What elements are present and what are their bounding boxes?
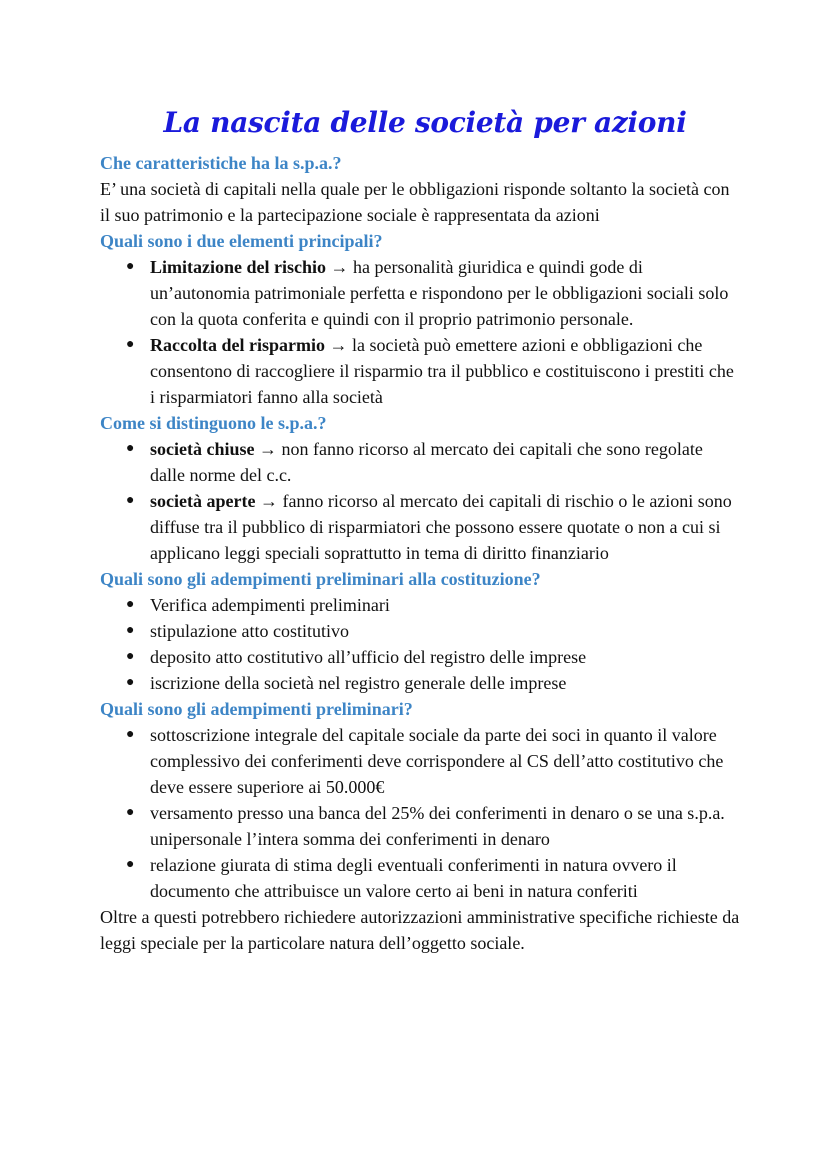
arrow-icon: → xyxy=(325,257,353,277)
document-page xyxy=(100,100,740,956)
section-main-elements xyxy=(100,228,740,410)
bullet-text: non fanno ricorso al mercato dei capitali che sono regolate dalle norme del c.c. xyxy=(150,439,703,485)
bullet-list xyxy=(100,722,740,904)
bullet-icon: ● xyxy=(126,337,135,352)
bullet-text: stipulazione atto costitutivo xyxy=(150,621,349,641)
section-heading: Quali sono gli adempimenti preliminari alla costituzione? xyxy=(100,569,541,589)
bullet-text: iscrizione della società nel registro generale delle imprese xyxy=(150,673,567,693)
section-distinctions xyxy=(100,410,740,566)
bullet-list xyxy=(100,592,740,696)
bullet-text: deposito atto costitutivo all’ufficio del registro delle imprese xyxy=(150,647,587,667)
bullet-icon: ● xyxy=(126,441,135,456)
arrow-icon: → xyxy=(254,439,282,459)
bullet-text: la società può emettere azioni e obbligazioni che consentono di raccogliere il risparmio tra il pubblico e costituiscono i prestiti che i risparmiatori fanno alla società xyxy=(150,335,734,407)
list-item xyxy=(126,592,740,618)
arrow-icon: → xyxy=(324,335,352,355)
bullet-list xyxy=(100,436,740,566)
bullet-text: sottoscrizione integrale del capitale sociale da parte dei soci in quanto il valore complessivo dei conferimenti deve corrispondere al CS dell’atto costitutivo che deve essere superiore ai 50.000€ xyxy=(150,725,724,797)
section-heading: Quali sono i due elementi principali? xyxy=(100,231,383,251)
bullet-text: ha personalità giuridica e quindi gode di un’autonomia patrimoniale perfetta e rispondono per le obbligazioni sociali solo con la quota conferita e quindi con il proprio patrimonio personale. xyxy=(150,257,729,329)
list-item xyxy=(126,722,740,800)
list-item xyxy=(126,618,740,644)
section-preliminary-steps xyxy=(100,696,740,956)
bullet-icon: ● xyxy=(126,675,135,690)
bullet-icon: ● xyxy=(126,857,135,872)
list-item xyxy=(126,332,740,410)
bullet-term: Raccolta del risparmio xyxy=(150,335,325,355)
list-item xyxy=(126,670,740,696)
bullet-icon: ● xyxy=(126,597,135,612)
arrow-icon: → xyxy=(255,491,283,511)
bullet-icon: ● xyxy=(126,259,135,274)
closing-paragraph: Oltre a questi potrebbero richiedere autorizzazioni amministrative specifiche richieste da leggi speciale per la particolare natura dell’oggetto sociale. xyxy=(100,907,740,953)
list-item xyxy=(126,436,740,488)
section-constitution-steps xyxy=(100,566,740,696)
bullet-text: fanno ricorso al mercato dei capitali di rischio o le azioni sono diffuse tra il pubblico di risparmiatori che possono essere quotate o non a cui si applicano leggi speciali soprattutto in tema di diritto finanziario xyxy=(150,491,732,563)
section-paragraph: E’ una società di capitali nella quale per le obbligazioni risponde soltanto la società con il suo patrimonio e la partecipazione sociale è rappresentata da azioni xyxy=(100,179,730,225)
bullet-term: società aperte xyxy=(150,491,256,511)
list-item xyxy=(126,852,740,904)
section-heading: Come si distinguono le s.p.a.? xyxy=(100,413,327,433)
section-heading: Che caratteristiche ha la s.p.a.? xyxy=(100,153,342,173)
section-characteristics xyxy=(100,150,740,228)
section-heading: Quali sono gli adempimenti preliminari? xyxy=(100,699,413,719)
bullet-icon: ● xyxy=(126,493,135,508)
list-item xyxy=(126,644,740,670)
bullet-icon: ● xyxy=(126,727,135,742)
list-item xyxy=(126,254,740,332)
bullet-list xyxy=(100,254,740,410)
bullet-text: relazione giurata di stima degli eventuali conferimenti in natura ovvero il documento che attribuisce un valore certo ai beni in natura conferiti xyxy=(150,855,677,901)
bullet-icon: ● xyxy=(126,805,135,820)
bullet-term: società chiuse xyxy=(150,439,255,459)
bullet-text: versamento presso una banca del 25% dei conferimenti in denaro o se una s.p.a. unipersonale l’intera somma dei conferimenti in denaro xyxy=(150,803,725,849)
list-item xyxy=(126,800,740,852)
document-title: La nascita delle società per azioni xyxy=(163,106,687,139)
bullet-term: Limitazione del rischio xyxy=(150,257,326,277)
bullet-icon: ● xyxy=(126,623,135,638)
bullet-icon: ● xyxy=(126,649,135,664)
list-item xyxy=(126,488,740,566)
bullet-text: Verifica adempimenti preliminari xyxy=(150,595,390,615)
